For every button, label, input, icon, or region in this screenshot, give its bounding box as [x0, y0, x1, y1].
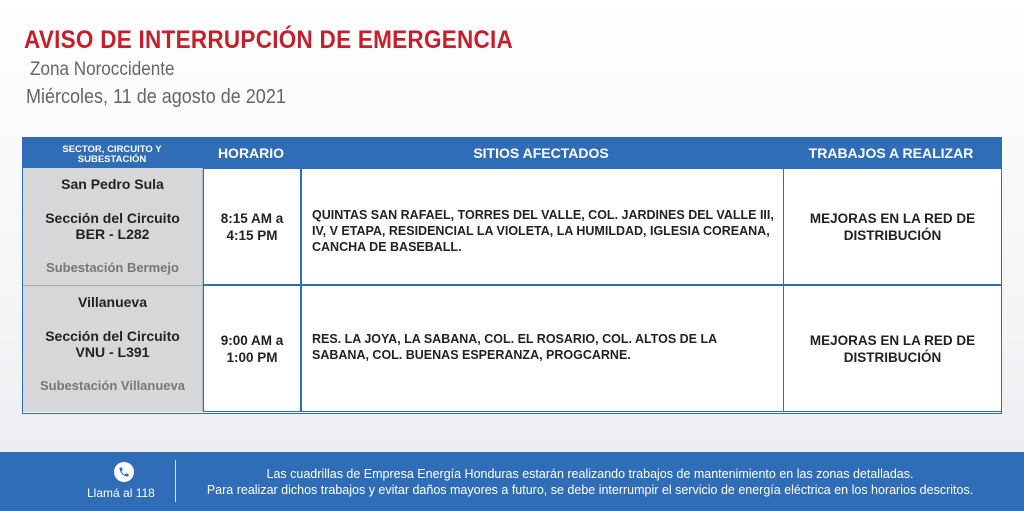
- column-header-sector-line2: SUBESTACIÓN: [77, 153, 147, 165]
- page-title: AVISO DE INTERRUPCIÓN DE EMERGENCIA: [24, 26, 514, 54]
- footer-banner: [0, 452, 1024, 511]
- sector-circuit-line1: Sección del Circuito: [45, 328, 180, 344]
- call-label: Llamá al 118: [87, 486, 155, 500]
- table-body: [22, 168, 1002, 414]
- footer-line2: Para realizar dichos trabajos y evitar daños mayores a futuro, se debe interrumpir el servicio de energía eléctrica en los horarios descritos.: [206, 483, 974, 497]
- schedule-start: 9:00 AM a: [220, 332, 284, 348]
- work-cell: [783, 168, 1002, 285]
- schedule-end: 1:00 PM: [226, 349, 278, 365]
- table-row-sector: [23, 286, 203, 412]
- schedule-cell: [203, 285, 301, 412]
- table-header: [22, 137, 1002, 168]
- sector-city: Villanueva: [77, 294, 147, 310]
- work-line2: DISTRIBUCIÓN: [843, 349, 942, 365]
- sector-circuit-code: VNU - L391: [75, 344, 150, 360]
- column-header-sites: SITIOS AFECTADOS: [473, 144, 609, 161]
- sites-text: RES. LA JOYA, LA SABANA, COL. EL ROSARIO, COL. ALTOS DE LA SABANA, COL. BUENAS ESPERANZA, PROGCARNE.: [312, 332, 717, 362]
- sector-circuit: [23, 210, 202, 242]
- sites-cell: [301, 285, 784, 412]
- zone-label: Zona Noroccidente: [30, 59, 175, 80]
- schedule-cell: [203, 168, 301, 285]
- footer-line1: Las cuadrillas de Empresa Energía Honduras estarán realizando trabajos de mantenimiento en las zonas detalladas.: [266, 467, 914, 481]
- table-row-sector: [23, 168, 203, 285]
- footer-message: [190, 466, 990, 498]
- work-line1: MEJORAS EN LA RED DE: [809, 332, 976, 348]
- date-label: Miércoles, 11 de agosto de 2021: [26, 86, 286, 108]
- sites-cell: [301, 168, 784, 285]
- outage-table: [22, 137, 1002, 414]
- column-header-work: TRABAJOS A REALIZAR: [808, 144, 974, 161]
- sector-city: San Pedro Sula: [61, 176, 164, 192]
- schedule-start: 8:15 AM a: [220, 210, 284, 226]
- sector-substation: Subestación Bermejo: [46, 260, 179, 275]
- work-line1: MEJORAS EN LA RED DE: [809, 210, 976, 226]
- work-line2: DISTRIBUCIÓN: [843, 227, 942, 243]
- sector-circuit-line1: Sección del Circuito: [45, 210, 180, 226]
- schedule-end: 4:15 PM: [226, 227, 278, 243]
- column-header-sector-line1: SECTOR, CIRCUITO Y: [62, 143, 162, 155]
- sector-circuit-code: BER - L282: [75, 226, 150, 242]
- sites-text: QUINTAS SAN RAFAEL, TORRES DEL VALLE, COL. JARDINES DEL VALLE III, IV, V ETAPA, RESIDENCIAL LA VIOLETA, LA HUMILDAD, IGLESIA COREANA, CANCHA DE BASEBALL.: [312, 208, 774, 254]
- work-cell: [783, 285, 1002, 412]
- sector-circuit: [23, 328, 202, 360]
- sector-substation: Subestación Villanueva: [40, 378, 185, 393]
- column-header-schedule: HORARIO: [217, 144, 285, 161]
- phone-icon: [114, 462, 134, 482]
- footer-divider: [175, 460, 176, 502]
- column-header-sector: [22, 137, 202, 170]
